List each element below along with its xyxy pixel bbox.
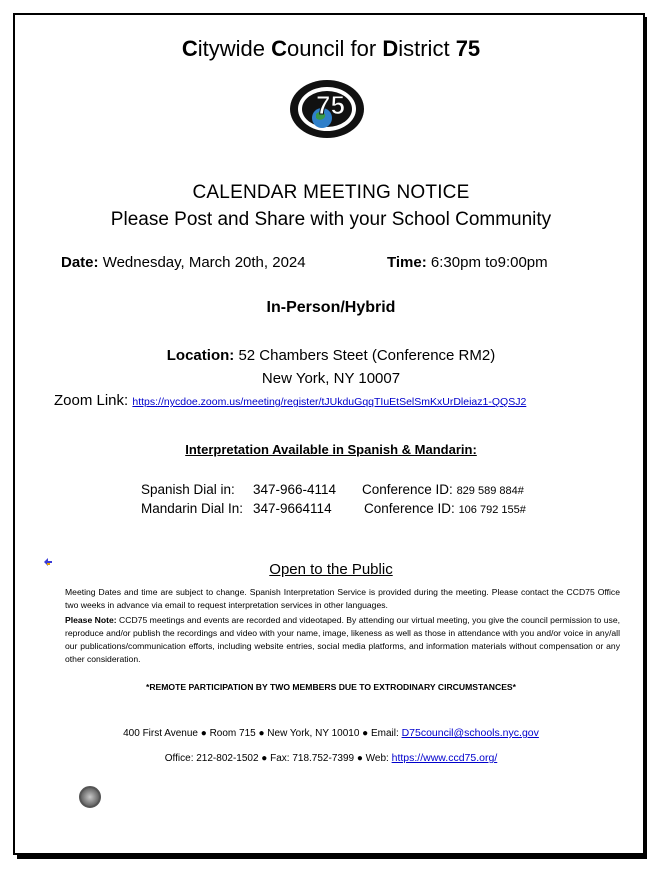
website-link[interactable]: https://www.ccd75.org/ [391,752,498,764]
title-part: ouncil for [286,36,383,61]
mandarin-dial-label: Mandarin Dial In: [141,501,244,516]
mandarin-dial-phone: 347-9664114 [253,501,332,516]
office-line [0,752,662,764]
location-label: Location: [166,347,235,364]
location-line-2: New York, NY 10007 [261,370,401,387]
spanish-conference [362,482,524,497]
time-value: 6:30pm to9:00pm [430,254,548,271]
date-value: Wednesday, March 20th, 2024 [102,254,306,271]
spanish-dial-label: Spanish Dial in: [141,482,235,497]
spanish-dial-phone: 347-966-4114 [253,482,337,497]
title-part: 75 [455,36,481,61]
title-part: C [181,36,198,61]
location-address: 52 Chambers Steet (Conference RM2) [238,347,496,364]
mandarin-conference [364,501,526,516]
zoom-label: Zoom Link [54,392,125,409]
council-title [0,36,662,62]
interpretation-heading: Interpretation Available in Spanish & Mandarin: [185,442,477,457]
date-line [61,254,306,271]
recording-notice-paragraph [65,614,620,666]
address-line [0,727,662,739]
open-to-public-heading: Open to the Public [269,561,393,578]
time-line [387,254,548,271]
office-text: Office: 212-802-1502 ● Fax: 718.752-7399 ● Web: [164,753,392,764]
recording-notice-text: CCD75 meetings and events are recorded and videotaped. By attending our virtual meeting, you give the council permission to use, reproduce and/or publish the recordings and video with your name, image, likeness as well as those in attendance with you and/or voice in any/all our publications/communication efforts, including website entries, social media platforms, and information materials without compensation or any other consideration. [65,615,620,664]
spanish-conference-id: 829 589 884# [456,485,524,497]
zoom-link[interactable]: https://nycdoe.zoom.us/meeting/register/tJUkduGqqTIuEtSelSmKxUrDleiaz1-QQSJ2 [132,396,527,408]
time-label: Time: [387,254,427,271]
remote-participation-notice: *REMOTE PARTICIPATION BY TWO MEMBERS DUE TO EXTRODINARY CIRCUMSTANCES* [145,682,517,692]
email-link[interactable]: D75council@schools.nyc.gov [401,727,539,739]
location-line-1 [0,347,662,364]
title-part: itywide [197,36,272,61]
mandarin-conference-id: 106 792 155# [458,504,526,516]
mandarin-conference-label: Conference ID: [364,501,455,516]
district-75-globe-logo [288,78,366,140]
address-text: 400 First Avenue ● Room 715 ● New York, NY 10010 ● Email: [123,728,402,739]
svg-text:75: 75 [316,90,345,120]
notice-heading: CALENDAR MEETING NOTICE [192,182,470,203]
date-label: Date: [61,254,99,271]
zoom-line: Zoom Link: https://nycdoe.zoom.us/meeting/register/tJUkduGqqTIuEtSelSmKxUrDleiaz1-QQSJ2 [54,392,527,409]
schedule-notice-paragraph: Meeting Dates and time are subject to change. Spanish Interpretation Service is provided during the meeting. Please contact the CCD75 Office two weeks in advance via email to request interpretation services in other languages. [65,587,620,610]
page-border-shadow-bottom [17,855,647,859]
recording-notice-label: Please Note: [65,615,117,625]
title-part: C [271,36,287,61]
spanish-conference-label: Conference ID: [362,482,453,497]
title-part: istrict [398,36,456,61]
notice-subheading: Please Post and Share with your School Community [110,209,552,230]
title-part: D [382,36,399,61]
nyc-seal-icon [79,786,101,808]
meeting-format: In-Person/Hybrid [266,299,396,316]
